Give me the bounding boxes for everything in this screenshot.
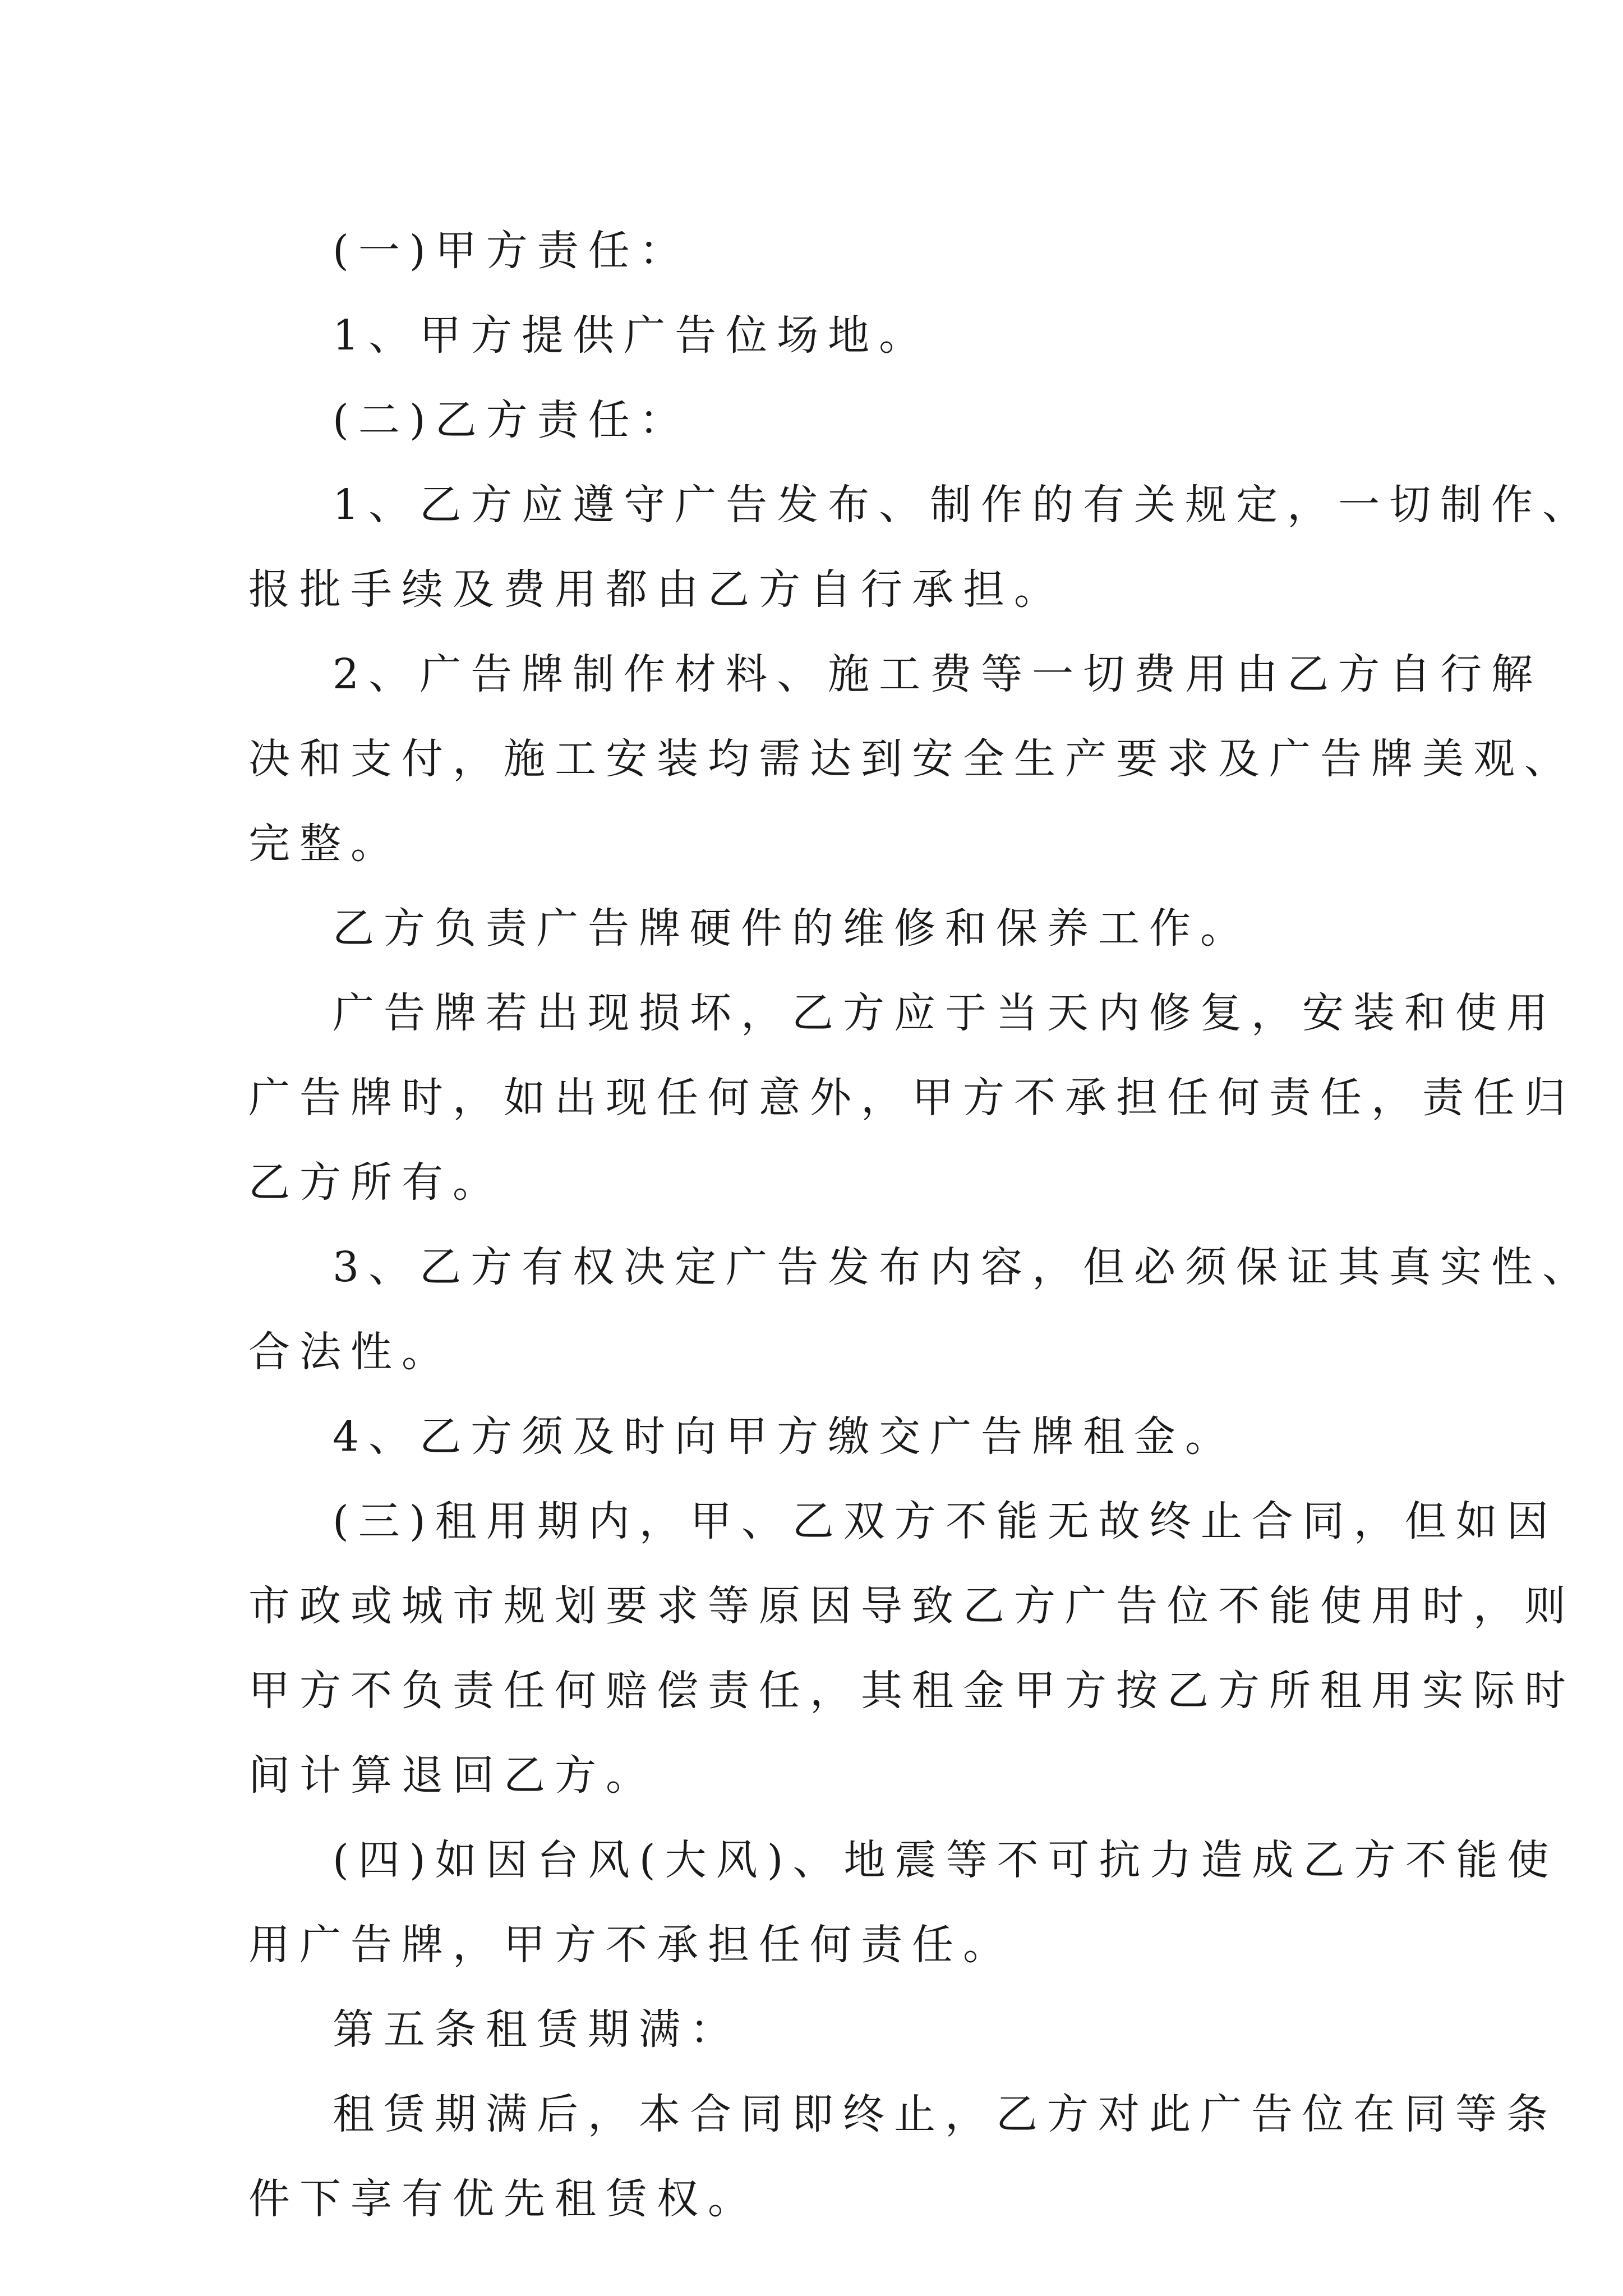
paragraph-line: 乙方所有。 — [248, 1158, 504, 1207]
paragraph-line: 合法性。 — [248, 1328, 453, 1376]
article-heading-lease-expiry: 第五条租赁期满： — [333, 2005, 741, 2054]
paragraph-line: 市政或城市规划要求等原因导致乙方广告位不能使用时，则 — [248, 1582, 1575, 1630]
paragraph-line: 2、广告牌制作材料、施工费等一切费用由乙方自行解 — [333, 650, 1543, 698]
paragraph-line: 用广告牌，甲方不承担任何责任。 — [248, 1921, 1014, 1969]
section-heading-party-a-duties: (一)甲方责任： — [333, 227, 690, 275]
paragraph-line: 广告牌时，如出现任何意外，甲方不承担任何责任，责任归 — [248, 1074, 1575, 1122]
paragraph-line: 决和支付，施工安装均需达到安全生产要求及广告牌美观、 — [248, 735, 1575, 783]
paragraph-line: 租赁期满后，本合同即终止，乙方对此广告位在同等条 — [333, 2090, 1557, 2138]
paragraph-line: 间计算退回乙方。 — [248, 1751, 657, 1800]
paragraph-line: 1、甲方提供广告位场地。 — [333, 311, 930, 360]
paragraph-line: (四)如因台风(大风)、地震等不可抗力造成乙方不能使 — [333, 1836, 1559, 1884]
paragraph-line: (三)租用期内，甲、乙双方不能无故终止合同，但如因 — [333, 1497, 1558, 1545]
paragraph-line: 广告牌若出现损坏，乙方应于当天内修复，安装和使用 — [333, 989, 1557, 1037]
paragraph-line: 1、乙方应遵守广告发布、制作的有关规定，一切制作、 — [333, 481, 1594, 529]
document-body — [248, 209, 1594, 2242]
paragraph-line: 报批手续及费用都由乙方自行承担。 — [248, 565, 1065, 614]
paragraph-line: 4、乙方须及时向甲方缴交广告牌租金。 — [333, 1412, 1237, 1461]
paragraph-line: 完整。 — [248, 820, 402, 868]
paragraph-line: 甲方不负责任何赔偿责任，其租金甲方按乙方所租用实际时 — [248, 1667, 1575, 1715]
paragraph-line: 乙方负责广告牌硬件的维修和保养工作。 — [333, 904, 1251, 953]
section-heading-party-b-duties: (二)乙方责任： — [333, 396, 690, 444]
paragraph-line: 件下享有优先租赁权。 — [248, 2175, 759, 2223]
paragraph-line: 3、乙方有权决定广告发布内容，但必须保证其真实性、 — [333, 1243, 1594, 1291]
